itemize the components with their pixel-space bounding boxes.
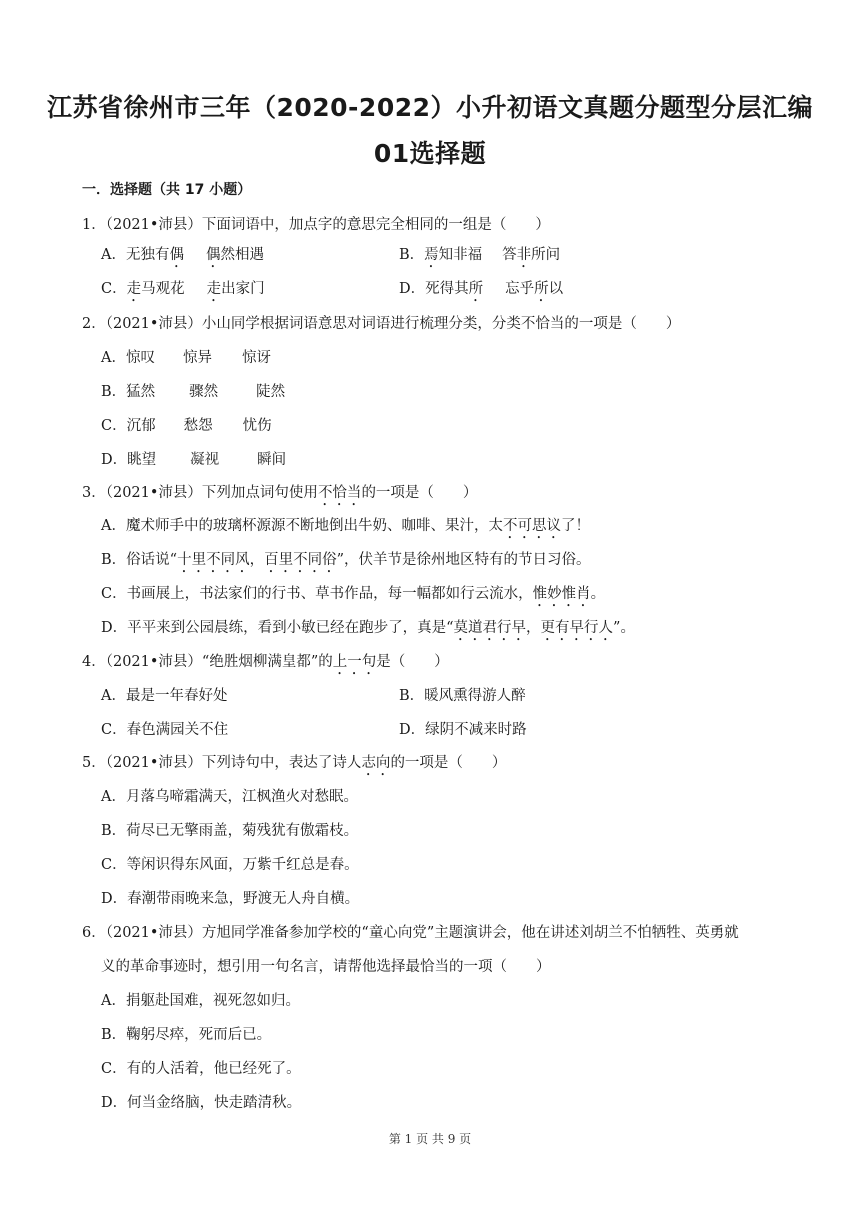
- q1-option-d: D．死得其所 忘乎所以: [399, 281, 564, 297]
- q1-option-c: C．走马观花 走出家门: [101, 281, 265, 297]
- q6-stem-line1: 6．（2021•沛县）方旭同学准备参加学校的“童心向党”主题演讲会，他在讲述刘胡兰不怕牺牲、英勇就: [82, 925, 739, 941]
- q2-option-d: D．眺望 凝视 瞬间: [101, 452, 287, 468]
- q6-option-a: A．捐躯赴国难，视死忽如归。: [101, 993, 300, 1009]
- q5-stem: 5．（2021•沛县）下列诗句中，表达了诗人志向的一项是（ ）: [82, 755, 507, 771]
- q4-option-b: B．暖风熏得游人醉: [399, 688, 526, 704]
- q4-option-c: C．春色满园关不住: [101, 722, 229, 738]
- section-heading: 一．选择题（共 17 小题）: [82, 182, 252, 198]
- q3-option-a: A．魔术师手中的玻璃杯源源不断地倒出牛奶、咖啡、果汁，太不可思议了！: [101, 518, 590, 534]
- q4-option-a: A．最是一年春好处: [101, 688, 228, 704]
- q2-stem: 2．（2021•沛县）小山同学根据词语意思对词语进行梳理分类，分类不恰当的一项是（ ）: [82, 316, 681, 332]
- q6-option-b: B．鞠躬尽瘁，死而后已。: [101, 1027, 272, 1043]
- q6-option-c: C．有的人活着，他已经死了。: [101, 1061, 301, 1077]
- q5-option-b: B．荷尽已无擎雨盖，菊残犹有傲霜枝。: [101, 823, 359, 839]
- q2-option-b: B．猛然 骤然 陡然: [101, 384, 286, 400]
- q3-option-c: C．书画展上，书法家们的行书、草书作品，每一幅都如行云流水，惟妙惟肖。: [101, 586, 606, 602]
- q3-option-b: B．俗话说“十里不同风，百里不同俗”，伏羊节是徐州地区特有的节日习俗。: [101, 552, 591, 568]
- page-subtitle: 01选择题: [373, 139, 487, 168]
- q2-option-c: C．沉郁 愁怨 忧伤: [101, 418, 272, 434]
- q3-option-d: D．平平来到公园晨练，看到小敏已经在跑步了，真是“莫道君行早，更有早行人”。: [101, 620, 635, 636]
- q5-option-d: D．春潮带雨晚来急，野渡无人舟自横。: [101, 891, 360, 907]
- page-title: 江苏省徐州市三年（2020-2022）小升初语文真题分题型分层汇编: [46, 93, 814, 122]
- q6-option-d: D．何当金络脑，快走踏清秋。: [101, 1095, 302, 1111]
- page-footer: 第 1 页 共 9 页: [388, 1132, 472, 1146]
- q5-option-a: A．月落乌啼霜满天，江枫渔火对愁眠。: [101, 789, 358, 805]
- q1-option-b: B．焉知非福 答非所问: [399, 247, 561, 263]
- q4-option-d: D．绿阴不减来时路: [399, 722, 527, 738]
- q3-stem: 3．（2021•沛县）下列加点词句使用不恰当的一项是（ ）: [82, 485, 478, 501]
- q1-stem: 1．（2021•沛县）下面词语中，加点字的意思完全相同的一组是（ ）: [82, 217, 550, 233]
- q5-option-c: C．等闲识得东风面，万紫千红总是春。: [101, 857, 359, 873]
- q6-stem-line2: 义的革命事迹时，想引用一句名言，请帮他选择最恰当的一项（ ）: [101, 959, 551, 975]
- q4-stem: 4．（2021•沛县）“绝胜烟柳满皇都”的上一句是（ ）: [82, 654, 449, 670]
- q1-option-a: A．无独有偶 偶然相遇: [101, 247, 264, 263]
- q2-option-a: A．惊叹 惊异 惊讶: [101, 350, 271, 366]
